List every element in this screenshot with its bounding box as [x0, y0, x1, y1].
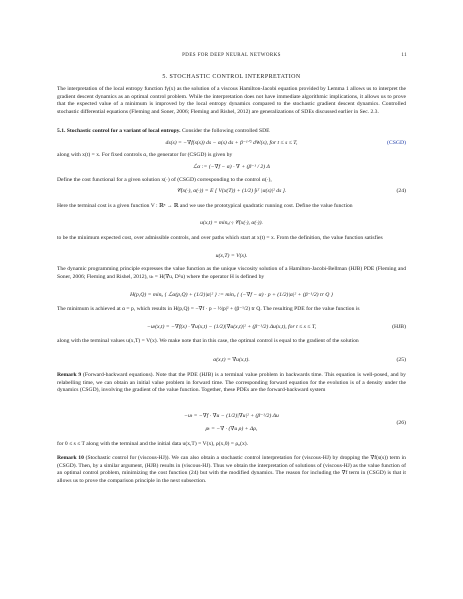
- equation-csgd-tag: (CSGD): [387, 140, 406, 146]
- equation-hjb-body: −uₜ(x,t) = −∇f(x) · ∇u(x,t) − (1/2)|∇u(x,t)|² + (β⁻¹/2) Δu(x,t), for t ≤ s ≤ T,: [146, 324, 317, 330]
- running-title: PDES FOR DEEP NEURAL NETWORKS: [182, 53, 281, 58]
- remark-10-text: (Stochastic control for (viscous-HJ)). We can also obtain a stochastic control interpretation for (viscous-HJ) by dropping the ∇f(s(s)) term in (CSGD). Then, by a similar argument, (HJB) results in (viscous-HJ). Thus we obtain the interpretation of solutions of (viscous-HJ) as the value function of an optimal control problem, minimizing the cost function (24) but with the modified dynamics. The reason for including the ∇f term in (CSGD) is that it allows us to prove the comparison principle in the next subsection.: [57, 455, 406, 484]
- equation-hjb-tag: (HJB): [392, 324, 406, 330]
- equation-generator-body: ℒα := (−∇f − α) · ∇ + (β⁻¹ / 2) Δ: [193, 164, 270, 170]
- section-intro: The interpretation of the local entropy function fγ(x) as the solution of a viscous Hamilton-Jacobi equation provided by Lemma 1 allows us to interpret the gradient descent dynamics as an optimal control problem. While the interpretation does not have immediate algorithmic implications, it allows us to prove that the expected value of a minimum is improved by the local entropy dynamics compared to the stochastic gradient descent dynamics. Controlled stochastic differential equations (Fleming and Soner, 2006; Fleming and Rishel, 2012) are generalizations of SDEs discussed earlier in Sec. 2.3.: [57, 86, 406, 115]
- subsection-lead: Consider the following controlled SDE: [181, 128, 270, 134]
- equation-value-function: [57, 220, 406, 229]
- equation-hamiltonian: [57, 292, 406, 301]
- equation-terminal-value-body: u(x,T) = V(x).: [215, 253, 248, 259]
- paragraph-initial-data: for 0 ≤ s ≤ T along with the terminal and the initial data u(x,T) = V(x), ρ(x,0) = ρ₀(x).: [57, 441, 249, 447]
- equation-csgd: [57, 140, 406, 149]
- equation-hamiltonian-body: H(p,Q) = minₐ { ℒα(p,Q) + (1/2)|α|² } := minₐ { (−∇f − α) · p + (1/2)|α|² + (β⁻¹/2) tr Q }: [129, 292, 334, 298]
- equation-24-tag: (24): [396, 188, 406, 194]
- equation-csgd-body: ds(s) = −∇f(s(s)) ds − α(s) ds + β⁻¹ᐟ² dW(s), for t ≤ s ≤ T,: [165, 140, 298, 146]
- equation-25-tag: (25): [396, 357, 406, 363]
- remark-9-text: (Forward-backward equations). Note that the PDE (HJB) is a terminal value problem in backwards time. This equation is well-posed, and by relabelling time, we can obtain an initial value problem in forward time. The corresponding forward equation for the evolution is of a density under the dynamics (CSGD), involving the gradient of the value function. Together, these PDEs are the forward-backward system: [57, 372, 406, 394]
- equation-value-function-body: u(x,t) = minₐ₍·₎ 𝒞(x(·), α(·)).: [200, 220, 263, 226]
- equation-24-body: 𝒞(x(·), α(·)) = E [ V(x(T)) + (1/2) ∫ₜᵀ |α(s)|² ds ].: [176, 188, 287, 194]
- equation-26b: [57, 426, 406, 435]
- paragraph-terminal-cost: Here the terminal cost is a given function V : ℝⁿ → ℝ and we use the prototypical quadratic running cost. Define the value function: [57, 203, 353, 209]
- remark-9: [57, 372, 406, 395]
- paragraph-min-cost: to be the minimum expected cost, over admissible controls, and over paths which start at x(t) = x. From the definition, the value function satisfies: [57, 235, 383, 241]
- remark-10: [57, 455, 406, 485]
- paragraph-cost-intro: Define the cost functional for a given solution x(·) of (CSGD) corresponding to the control α(·),: [57, 177, 272, 183]
- paragraph-generator: along with x(t) = x. For fixed controls α, the generator for (CSGD) is given by: [57, 152, 233, 158]
- equation-24: [57, 188, 406, 197]
- paragraph-optimal-control: along with the terminal values u(x,T) = V(x). We make note that in this case, the optimal control is equal to the gradient of the solution: [57, 338, 359, 344]
- subsection-title: 5.1. Stochastic control for a variant of local entropy.: [57, 128, 181, 134]
- equation-generator: [57, 164, 406, 173]
- remark-9-label: Remark 9: [57, 372, 82, 378]
- equation-25-body: α(x,t) = ∇u(x,t).: [213, 357, 250, 363]
- equation-hjb: [57, 324, 406, 333]
- equation-26a: [57, 413, 406, 426]
- equation-terminal-value: [57, 253, 406, 262]
- remark-10-label: Remark 10: [57, 455, 84, 461]
- paragraph-dynamic-programming: The dynamic programming principle expresses the value function as the unique viscosity solution of a Hamilton-Jacobi-Bellman (HJB) PDE (Fleming and Soner, 2006; Fleming and Rishel, 2012), uₜ = H(∇u, D²u) where the operator H is defined by: [57, 266, 406, 280]
- equation-26a-body: −uₜ = −∇f · ∇u − (1/2)|∇u|² + (β⁻¹/2) Δu: [184, 413, 279, 419]
- paragraph-minimum: The minimum is achieved at α = p, which results in H(p,Q) = −∇f · p − ½|p|² + (β⁻¹/2) tr Q. The resulting PDE for the value function is: [57, 306, 360, 312]
- subsection-heading: [57, 128, 406, 134]
- equation-26b-body: ρₜ = −∇ · (∇u ρ) + Δρ,: [205, 426, 258, 432]
- page-number: 11: [401, 53, 407, 58]
- section-heading: 5. STOCHASTIC CONTROL INTERPRETATION: [162, 74, 301, 80]
- equation-26-tag: (26): [396, 420, 406, 426]
- equation-25: [57, 357, 406, 366]
